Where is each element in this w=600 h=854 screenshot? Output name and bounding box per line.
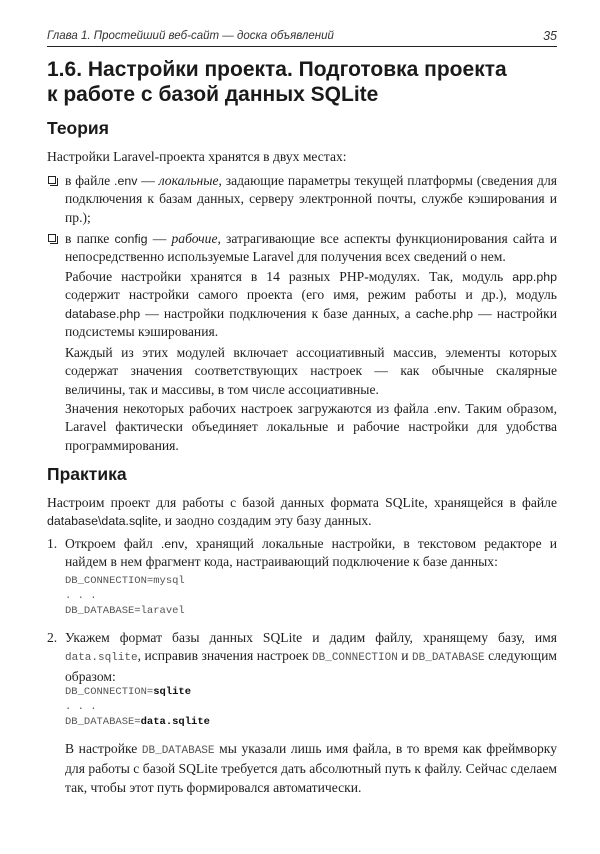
checkbox-bullet-icon xyxy=(48,176,56,184)
step-2: 2. Укажем формат базы данных SQLite и дадим файлу, хранящему базу, имя data.sqlite, исправив значения настроек DB_CONNECTION и DB_DATABASE следующим образом: xyxy=(47,630,557,684)
section-title xyxy=(47,57,567,107)
running-header xyxy=(47,30,557,47)
theory-paragraph-arrays: Каждый из этих модулей включает ассоциативный массив, элементы которых содержат значения соответствующих настроек — как обычные скалярные величины, так и массивы, в том числе ассоциативные. xyxy=(65,345,557,397)
code-line: DB_CONNECTION=mysql xyxy=(65,575,185,587)
step-number: 2. xyxy=(47,630,58,645)
inline-code: config xyxy=(114,232,148,246)
practice-intro: Настроим проект для работы с базой данных формата SQLite, хранящейся в файле database\data.sqlite, и заодно создадим эту базу данных. xyxy=(47,495,557,529)
inline-code: cache.php xyxy=(415,306,474,321)
inline-code: .env xyxy=(114,174,138,188)
theory-heading: Теория xyxy=(47,118,109,138)
inline-code: app.php xyxy=(512,270,557,284)
inline-code: DB_CONNECTION xyxy=(312,652,398,665)
code-line: . . . xyxy=(65,590,97,602)
code-line: DB_CONNECTION=sqlite xyxy=(65,686,192,698)
inline-code: .env xyxy=(160,537,185,551)
theory-intro: Настройки Laravel-проекта хранятся в двух местах: xyxy=(47,149,347,164)
inline-code: DB_DATABASE xyxy=(141,745,215,757)
running-title: Глава 1. Простейший веб-сайт — доска объявлений xyxy=(47,30,334,42)
inline-code: DB_DATABASE xyxy=(412,652,485,665)
bullet-item-config: в папке config — рабочие, затрагивающие все аспекты функционирования сайта и непосредственно используемые Laravel для получения всех сведений о нем. xyxy=(47,230,557,267)
step-2-note: В настройке DB_DATABASE мы указали лишь имя файла, в то время как фреймворку для работы с базой SQLite требуется дать абсолютный путь к файлу. Сейчас сделаем так, чтобы этот путь формировался автоматически. xyxy=(65,741,557,795)
code-line: DB_DATABASE=laravel xyxy=(65,605,185,617)
code-line: DB_DATABASE=data.sqlite xyxy=(65,716,210,728)
theory-paragraph-env: Значения некоторых рабочих настроек загружаются из файла .env. Таким образом, Laravel фактически объединяет локальные и рабочие настройки для удобства программирования. xyxy=(65,401,557,453)
step-1: 1. Откроем файл .env, хранящий локальные настройки, в текстовом редакторе и найдем в нем фрагмент кода, настраивающий подключение к базе данных: xyxy=(47,536,557,570)
page-number: 35 xyxy=(543,29,557,43)
step-number: 1. xyxy=(47,536,58,551)
practice-heading: Практика xyxy=(47,464,127,484)
inline-code: database\data.sqlite xyxy=(47,514,158,529)
emphasis: рабочие xyxy=(171,231,218,246)
checkbox-bullet-icon xyxy=(48,234,56,242)
code-line: . . . xyxy=(65,701,97,713)
section-title-line1: 1.6. Настройки проекта. Подготовка проекта xyxy=(47,58,507,81)
inline-code: data.sqlite xyxy=(65,652,138,665)
code-block-updated xyxy=(65,685,210,730)
section-title-line2: к работе с базой данных SQLite xyxy=(47,83,379,106)
inline-code: database.php xyxy=(65,306,141,321)
bullet-item-env: в файле .env — локальные, задающие параметры текущей платформы (сведения для подключения к базам данных, серверу электронной почты, службе кэширования и пр.); xyxy=(47,172,557,227)
theory-paragraph-modules: Рабочие настройки хранятся в 14 разных PHP-модулях. Так, модуль app.php содержит настройки самого проекта (его имя, режим работы и др.), модуль database.php — настройки подключения к базе данных, а cache.php — настройки подсистемы кэширования. xyxy=(65,269,558,340)
code-block-original xyxy=(65,574,185,619)
emphasis: локальные xyxy=(158,173,219,188)
inline-code: .env xyxy=(433,402,458,416)
